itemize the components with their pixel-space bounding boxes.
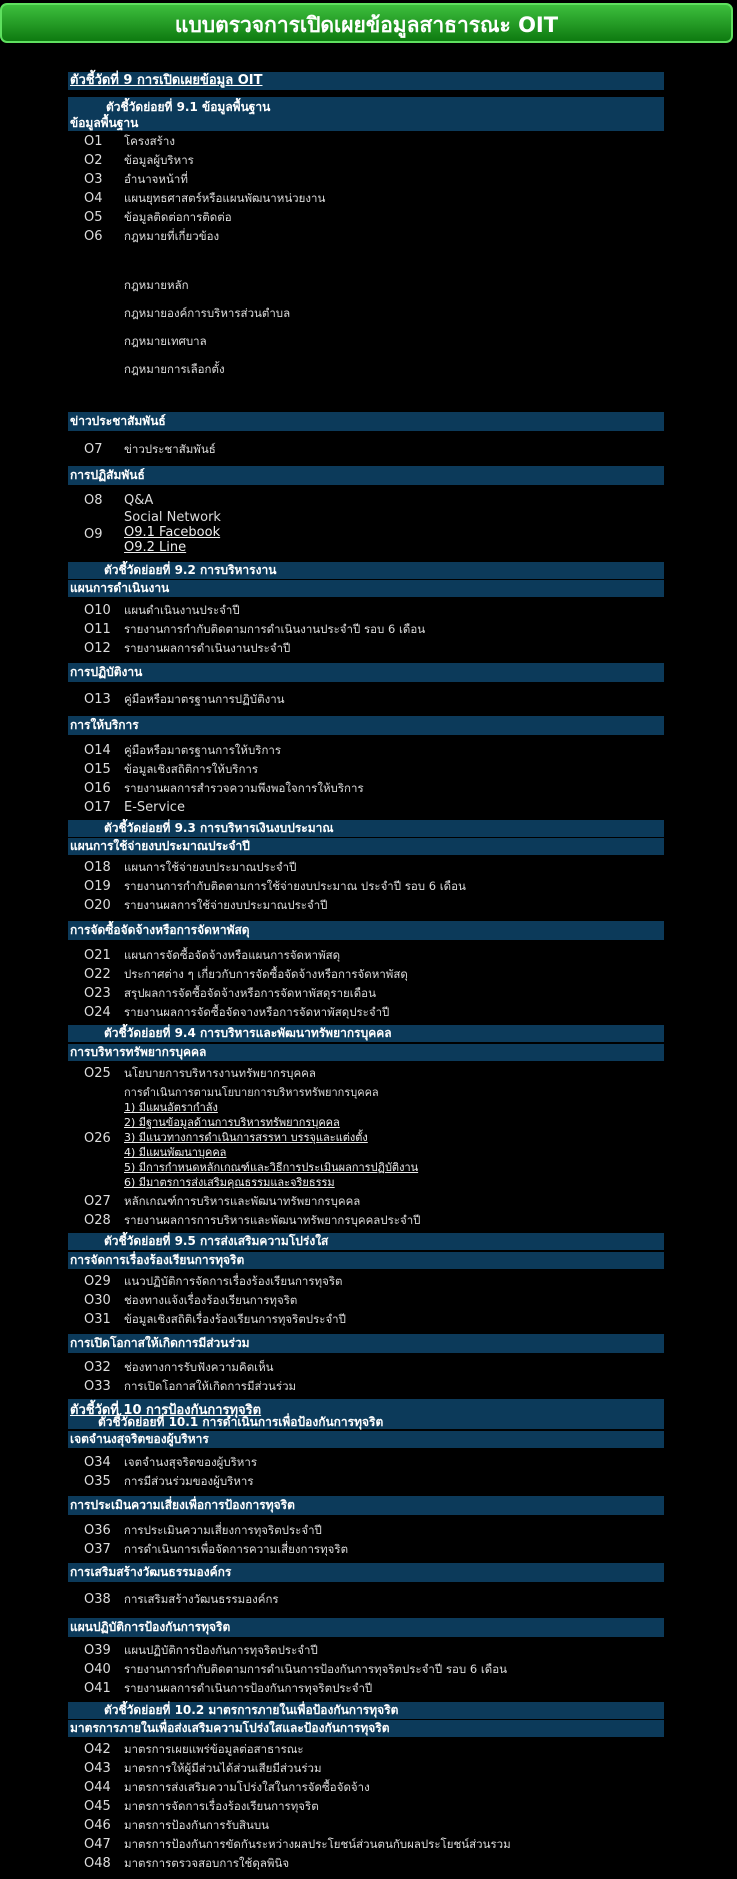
- item-code: O4: [84, 191, 103, 206]
- item-label[interactable]: รายงานผลการสำรวจความพึงพอใจการให้บริการ: [124, 781, 364, 795]
- item-label[interactable]: รายงานผลการดำเนินการป้องกันการทุจริตประจำปี: [124, 1681, 373, 1695]
- list-item[interactable]: [68, 639, 664, 658]
- list-item[interactable]: [68, 1064, 664, 1083]
- item-code: O45: [84, 1799, 111, 1814]
- list-item[interactable]: [68, 1192, 664, 1211]
- list-item[interactable]: [68, 189, 664, 208]
- list-item[interactable]: [68, 896, 664, 915]
- category-budget-plan: แผนการใช้จ่ายงบประมาณประจำปี: [68, 838, 664, 855]
- item-code: O20: [84, 898, 111, 913]
- item-label[interactable]: ประกาศต่าง ๆ เกี่ยวกับการจัดซื้อจัดจ้างหรือการจัดหาพัสดุ: [124, 967, 408, 981]
- item-code: O30: [84, 1293, 111, 1308]
- item-label[interactable]: รายงานการกำกับติดตามการดำเนินการป้องกันการทุจริตประจำปี รอบ 6 เดือน: [124, 1662, 507, 1676]
- item-code: O10: [84, 603, 111, 618]
- item-label[interactable]: มาตรการป้องกันการรับสินบน: [124, 1818, 270, 1832]
- list-item[interactable]: [68, 620, 664, 639]
- item-code: O24: [84, 1005, 111, 1020]
- item-code: O11: [84, 622, 111, 637]
- item-label[interactable]: E-Service: [124, 800, 185, 815]
- list-item: [68, 1085, 664, 1190]
- item-code: O44: [84, 1780, 111, 1795]
- list-item[interactable]: [68, 491, 664, 510]
- line-link[interactable]: O9.2 Line: [124, 540, 187, 555]
- list-item[interactable]: [68, 1540, 664, 1559]
- item-label[interactable]: โครงสร้าง: [124, 134, 175, 148]
- item-label[interactable]: การมีส่วนร่วมของผู้บริหาร: [124, 1474, 254, 1488]
- list-item[interactable]: [68, 1641, 664, 1660]
- category-hr: การบริหารทรัพยากรบุคคล: [68, 1044, 664, 1061]
- list-item[interactable]: [68, 798, 664, 817]
- item-code: O27: [84, 1194, 111, 1209]
- item-label[interactable]: ข่าวประชาสัมพันธ์: [124, 442, 216, 456]
- item-code: O6: [84, 229, 103, 244]
- item-code: O28: [84, 1213, 111, 1228]
- list-item[interactable]: [68, 1778, 664, 1797]
- category-integrity-intent: เจตจำนงสุจริตของผู้บริหาร: [68, 1431, 664, 1448]
- list-item[interactable]: [68, 1377, 664, 1396]
- item-label[interactable]: นโยบายการบริหารงานทรัพยากรบุคคล: [124, 1066, 316, 1080]
- list-item[interactable]: [68, 1453, 664, 1472]
- item-code: O35: [84, 1474, 111, 1489]
- item-code: O13: [84, 692, 111, 707]
- item-label[interactable]: Q&A: [124, 493, 154, 508]
- section-10-header: [68, 1399, 664, 1429]
- category-complaints: การจัดการเรื่องร้องเรียนการทุจริต: [68, 1252, 664, 1269]
- list-item[interactable]: [68, 1660, 664, 1679]
- item-label[interactable]: แนวปฏิบัติการจัดการเรื่องร้องเรียนการทุจริต: [124, 1274, 343, 1288]
- list-item[interactable]: [68, 779, 664, 798]
- item-code: O48: [84, 1856, 111, 1871]
- item-code: O46: [84, 1818, 111, 1833]
- item-label[interactable]: มาตรการป้องกันการขัดกันระหว่างผลประโยชน์ส่วนตนกับผลประโยชน์ส่วนรวม: [124, 1837, 511, 1851]
- subsection-10-2-header: ตัวชี้วัดย่อยที่ 10.2 มาตรการภายในเพื่อป้องกันการทุจริต: [68, 1702, 664, 1719]
- item-code: O2: [84, 153, 103, 168]
- category-basic-info: ข้อมูลพื้นฐาน: [70, 116, 139, 130]
- list-item[interactable]: [68, 760, 664, 779]
- list-item[interactable]: [68, 132, 664, 151]
- hr-link-6[interactable]: 6) มีมาตรการส่งเสริมคุณธรรมและจริยธรรม: [124, 1176, 335, 1189]
- item-code: O15: [84, 762, 111, 777]
- item-code: O3: [84, 172, 103, 187]
- item-code: O22: [84, 967, 111, 982]
- item-code: O17: [84, 800, 111, 815]
- item-code: O25: [84, 1066, 111, 1081]
- item-label[interactable]: กฎหมายที่เกี่ยวข้อง: [124, 229, 220, 243]
- subsection-9-1-header: [68, 97, 664, 131]
- item-label[interactable]: มาตรการจัดการเรื่องร้องเรียนการทุจริต: [124, 1799, 319, 1813]
- item-label[interactable]: อำนาจหน้าที่: [124, 172, 188, 186]
- list-item[interactable]: [68, 1590, 664, 1609]
- hr-link-4[interactable]: 4) มีแผนพัฒนาบุคคล: [124, 1146, 227, 1159]
- item-label[interactable]: ข้อมูลเชิงสถิติการให้บริการ: [124, 762, 259, 776]
- category-practice: การปฏิบัติงาน: [68, 663, 664, 682]
- item-label[interactable]: มาตรการให้ผู้มีส่วนได้ส่วนเสียมีส่วนร่วม: [124, 1761, 322, 1775]
- item-code: O39: [84, 1643, 111, 1658]
- list-item[interactable]: [68, 1740, 664, 1759]
- list-item[interactable]: [68, 1835, 664, 1854]
- subsection-9-2-header: ตัวชี้วัดย่อยที่ 9.2 การบริหารงาน: [68, 562, 664, 579]
- section-10-link[interactable]: ตัวชี้วัดที่ 10 การป้องกันการทุจริต: [70, 1403, 262, 1418]
- item-label[interactable]: แผนการใช้จ่ายงบประมาณประจำปี: [124, 860, 297, 874]
- category-interaction: การปฏิสัมพันธ์: [68, 466, 664, 485]
- list-item[interactable]: [68, 1759, 664, 1778]
- subsection-10-1-title: ตัวชี้วัดย่อยที่ 10.1 การดำเนินการเพื่อป้องกันการทุจริต: [98, 1415, 384, 1429]
- item-code: O47: [84, 1837, 111, 1852]
- category-news: ข่าวประชาสัมพันธ์: [68, 412, 664, 431]
- item-code: O16: [84, 781, 111, 796]
- law-municipality[interactable]: กฎหมายเทศบาล: [124, 334, 207, 348]
- category-internal-measures: มาตรการภายในเพื่อส่งเสริมความโปร่งใสและป้องกันการทุจริต: [68, 1720, 664, 1737]
- list-item[interactable]: [68, 690, 664, 709]
- list-item[interactable]: [68, 1272, 664, 1291]
- item-code: O19: [84, 879, 111, 894]
- item-code: O41: [84, 1681, 111, 1696]
- item-label[interactable]: แผนการจัดซื้อจัดจ้างหรือแผนการจัดหาพัสดุ: [124, 948, 341, 962]
- list-item[interactable]: [68, 208, 664, 227]
- item-code: O26: [84, 1131, 111, 1146]
- list-item[interactable]: [68, 946, 664, 965]
- item-label[interactable]: หลักเกณฑ์การบริหารและพัฒนาทรัพยากรบุคคล: [124, 1194, 361, 1208]
- item-code: O37: [84, 1542, 111, 1557]
- item-code: O34: [84, 1455, 111, 1470]
- item-label[interactable]: การเสริมสร้างวัฒนธรรมองค์กร: [124, 1592, 279, 1606]
- subsection-9-5-header: ตัวชี้วัดย่อยที่ 9.5 การส่งเสริมความโปร่งใส: [68, 1233, 664, 1250]
- item-label[interactable]: รายงานผลการจัดซื้อจัดจางหรือการจัดหาพัสดุประจำปี: [124, 1005, 390, 1019]
- item-label[interactable]: ช่องทางการรับฟังความคิดเห็น: [124, 1360, 274, 1374]
- item-label[interactable]: การประเมินความเสี่ยงการทุจริตประจำปี: [124, 1523, 322, 1537]
- item-code: O42: [84, 1742, 111, 1757]
- list-item[interactable]: [68, 440, 664, 459]
- item-label[interactable]: รายงานผลการดำเนินงานประจำปี: [124, 641, 291, 655]
- item-label[interactable]: ช่องทางแจ้งเรื่องร้องเรียนการทุจริต: [124, 1293, 298, 1307]
- category-anti-corruption-plan: แผนปฏิบัติการป้องกันการทุจริต: [68, 1618, 664, 1637]
- hr-link-1[interactable]: 1) มีแผนอัตรากำลัง: [124, 1101, 218, 1114]
- list-item[interactable]: [68, 151, 664, 170]
- item-label[interactable]: รายงานผลการใช้จ่ายงบประมาณประจำปี: [124, 898, 328, 912]
- section-9-header[interactable]: [68, 72, 664, 90]
- item-label[interactable]: การเปิดโอกาสให้เกิดการมีส่วนร่วม: [124, 1379, 297, 1393]
- subsection-9-3-header: ตัวชี้วัดย่อยที่ 9.3 การบริหารเงินงบประมาณ: [68, 820, 664, 837]
- item-label[interactable]: รายงานผลการการบริหารและพัฒนาทรัพยากรบุคคลประจำปี: [124, 1213, 421, 1227]
- category-service: การให้บริการ: [68, 716, 664, 735]
- item-label[interactable]: รายงานการกำกับติดตามการดำเนินงานประจำปี รอบ 6 เดือน: [124, 622, 426, 636]
- item-label[interactable]: แผนดำเนินงานประจำปี: [124, 603, 240, 617]
- item-label[interactable]: คู่มือหรือมาตรฐานการปฏิบัติงาน: [124, 692, 285, 706]
- list-item[interactable]: [68, 858, 664, 877]
- item-code: O38: [84, 1592, 111, 1607]
- law-tao[interactable]: กฎหมายองค์การบริหารส่วนตำบล: [124, 306, 291, 320]
- item-label[interactable]: แผนยุทธศาสตร์หรือแผนพัฒนาหน่วยงาน: [124, 191, 326, 205]
- item-code: O7: [84, 442, 103, 457]
- law-main[interactable]: กฎหมายหลัก: [124, 278, 189, 292]
- section-9-link[interactable]: ตัวชี้วัดที่ 9 การเปิดเผยข้อมูล OIT: [70, 73, 263, 88]
- list-item[interactable]: [68, 1797, 664, 1816]
- item-label[interactable]: ข้อมูลผู้บริหาร: [124, 153, 194, 167]
- item-code: O29: [84, 1274, 111, 1289]
- list-item[interactable]: [68, 227, 664, 246]
- item-label[interactable]: การดำเนินการเพื่อจัดการความเสี่ยงการทุจริต: [124, 1542, 349, 1556]
- category-procurement: การจัดซื้อจัดจ้างหรือการจัดหาพัสดุ: [68, 921, 664, 940]
- item-code: O12: [84, 641, 111, 656]
- list-item[interactable]: [68, 1003, 664, 1022]
- category-operation-plan: แผนการดำเนินงาน: [68, 580, 664, 597]
- item-code: O8: [84, 493, 103, 508]
- item-label[interactable]: ข้อมูลเชิงสถิติเรื่องร้องเรียนการทุจริตประจำปี: [124, 1312, 346, 1326]
- item-code: O31: [84, 1312, 111, 1327]
- list-item[interactable]: [68, 1854, 664, 1873]
- list-item[interactable]: [68, 965, 664, 984]
- item-label[interactable]: เจตจำนงสุจริตของผู้บริหาร: [124, 1455, 258, 1469]
- item-label[interactable]: ข้อมูลติดต่อการติดต่อ: [124, 210, 232, 224]
- page-title: แบบตรวจการเปิดเผยข้อมูลสาธารณะ OIT: [174, 13, 559, 37]
- list-item[interactable]: [68, 1521, 664, 1540]
- hr-link-2[interactable]: 2) มีฐานข้อมูลด้านการบริหารทรัพยากรบุคคล: [124, 1116, 340, 1129]
- list-item[interactable]: [68, 1310, 664, 1329]
- list-item[interactable]: [68, 1358, 664, 1377]
- category-culture: การเสริมสร้างวัฒนธรรมองค์กร: [68, 1563, 664, 1582]
- hr-link-3[interactable]: 3) มีแนวทางการดำเนินการสรรหา บรรจุและแต่งตั้ง: [124, 1131, 368, 1144]
- item-label[interactable]: มาตรการเผยแพร่ข้อมูลต่อสาธารณะ: [124, 1742, 304, 1756]
- subsection-9-1-title: ตัวชี้วัดย่อยที่ 9.1 ข้อมูลพื้นฐาน: [106, 100, 271, 114]
- item-label[interactable]: รายงานการกำกับติดตามการใช้จ่ายงบประมาณ ประจำปี รอบ 6 เดือน: [124, 879, 466, 893]
- list-item: [68, 510, 664, 558]
- item-label[interactable]: คู่มือหรือมาตรฐานการให้บริการ: [124, 743, 282, 757]
- list-item[interactable]: [68, 1211, 664, 1230]
- law-election[interactable]: กฎหมายการเลือกตั้ง: [124, 362, 225, 376]
- page-title-banner: [0, 3, 733, 43]
- list-item[interactable]: [68, 741, 664, 760]
- item-code: O5: [84, 210, 103, 225]
- list-item[interactable]: [68, 601, 664, 620]
- item-label[interactable]: มาตรการส่งเสริมความโปร่งใสในการจัดซื้อจัดจ้าง: [124, 1780, 370, 1794]
- hr-link-5[interactable]: 5) มีการกำหนดหลักเกณฑ์และวิธีการประเมินผลการปฏิบัติงาน: [124, 1161, 419, 1174]
- list-item[interactable]: [68, 170, 664, 189]
- item-code: O9: [84, 527, 103, 542]
- list-item[interactable]: [68, 1291, 664, 1310]
- list-item[interactable]: [68, 984, 664, 1003]
- item-label[interactable]: สรุปผลการจัดซื้อจัดจ้างหรือการจัดหาพัสดุรายเดือน: [124, 986, 376, 1000]
- category-risk-assessment: การประเมินความเสี่ยงเพื่อการป้องการทุจริต: [68, 1496, 664, 1515]
- list-item[interactable]: [68, 877, 664, 896]
- list-item[interactable]: [68, 1679, 664, 1698]
- item-label[interactable]: มาตรการตรวจสอบการใช้ดุลพินิจ: [124, 1856, 290, 1870]
- item-code: O40: [84, 1662, 111, 1677]
- item-code: O32: [84, 1360, 111, 1375]
- subsection-9-4-header: ตัวชี้วัดย่อยที่ 9.4 การบริหารและพัฒนาทรัพยากรบุคคล: [68, 1025, 664, 1042]
- item-code: O23: [84, 986, 111, 1001]
- category-participation: การเปิดโอกาสให้เกิดการมีส่วนร่วม: [68, 1334, 664, 1353]
- item-code: O1: [84, 134, 103, 149]
- item-label: Social Network: [124, 510, 221, 525]
- item-code: O36: [84, 1523, 111, 1538]
- item-code: O43: [84, 1761, 111, 1776]
- item-code: O33: [84, 1379, 111, 1394]
- item-code: O21: [84, 948, 111, 963]
- item-code: O14: [84, 743, 111, 758]
- item-label: การดำเนินการตามนโยบายการบริหารทรัพยากรบุคคล: [124, 1086, 379, 1099]
- facebook-link[interactable]: O9.1 Facebook: [124, 525, 221, 540]
- item-code: O18: [84, 860, 111, 875]
- item-label[interactable]: แผนปฏิบัติการป้องกันการทุจริตประจำปี: [124, 1643, 318, 1657]
- list-item[interactable]: [68, 1472, 664, 1491]
- list-item[interactable]: [68, 1816, 664, 1835]
